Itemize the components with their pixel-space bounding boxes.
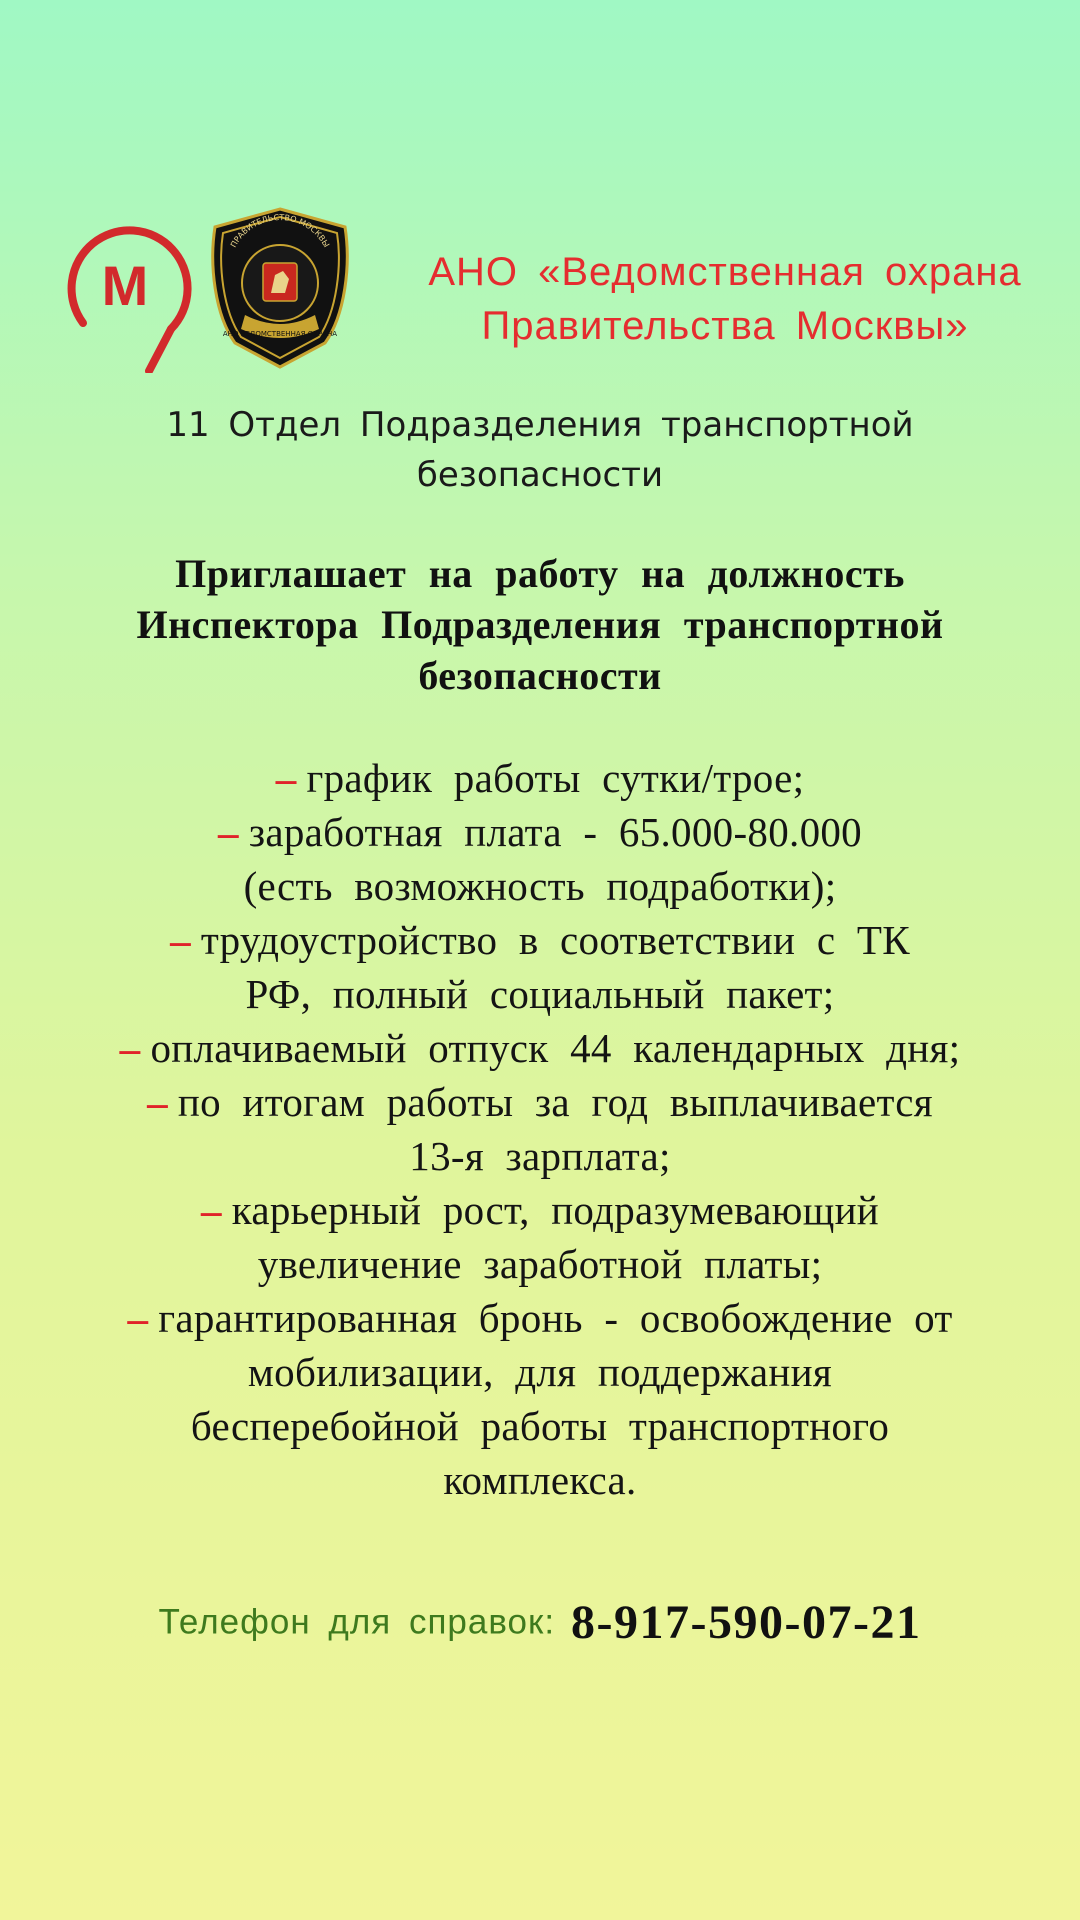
- benefit-item: [20, 1021, 1060, 1075]
- benefit-item: [20, 805, 1060, 859]
- bullet-dash: –: [275, 755, 297, 801]
- benefit-item: [20, 913, 1060, 967]
- department-title-line-1: 11 Отдел Подразделения транспортной: [166, 405, 914, 445]
- benefit-item-continuation: [20, 967, 1060, 1021]
- benefit-item-continuation: [20, 1129, 1060, 1183]
- badge-top-text: ПРАВИТЕЛЬСТВО МОСКВЫ: [228, 213, 332, 249]
- benefit-item-continuation: [20, 1237, 1060, 1291]
- benefit-text: график работы сутки/трое;: [306, 755, 805, 801]
- organization-name: [375, 245, 1075, 353]
- invite-line-2: Инспектора Подразделения транспортной: [136, 602, 944, 647]
- benefit-item-continuation: [20, 1345, 1060, 1399]
- bullet-dash: –: [127, 1295, 149, 1341]
- benefit-item: [20, 751, 1060, 805]
- security-badge-icon: [205, 205, 355, 370]
- badge-bottom-text: АНО ВЕДОМСТВЕННАЯ ОХРАНА: [222, 330, 338, 338]
- bullet-dash: –: [170, 917, 191, 963]
- bullet-dash: –: [218, 809, 239, 855]
- benefit-item-continuation: [20, 1399, 1060, 1453]
- benefit-text: (есть возможность подработки);: [243, 863, 837, 909]
- invite-line-3: безопасности: [418, 653, 662, 698]
- invite-line-1: Приглашает на работу на должность: [175, 551, 905, 596]
- benefits-list: [20, 751, 1060, 1507]
- benefit-text: мобилизации, для поддержания: [247, 1349, 833, 1395]
- bullet-dash: –: [119, 1025, 141, 1071]
- header: [55, 205, 1055, 375]
- benefit-text: 13-я зарплата;: [409, 1133, 671, 1179]
- benefit-text: по итогам работы за год выплачивается: [177, 1079, 933, 1125]
- benefit-item: [20, 1291, 1060, 1345]
- benefit-item: [20, 1075, 1060, 1129]
- benefit-text: карьерный рост, подразумевающий: [231, 1187, 880, 1233]
- benefit-text: бесперебойной работы транспортного: [190, 1403, 890, 1449]
- benefit-text: РФ, полный социальный пакет;: [245, 971, 835, 1017]
- bullet-dash: –: [147, 1079, 168, 1125]
- contact-block: [40, 1595, 1040, 1650]
- bullet-dash: –: [200, 1187, 222, 1233]
- department-title: [40, 400, 1040, 500]
- organization-name-line-1: АНО «Ведомственная охрана: [428, 250, 1022, 294]
- benefit-text: комплекса.: [443, 1457, 637, 1503]
- organization-name-line-2: Правительства Москвы»: [481, 304, 969, 348]
- benefit-text: гарантированная бронь - освобождение от: [158, 1295, 953, 1341]
- metro-letter: М: [101, 254, 149, 317]
- benefit-text: оплачиваемый отпуск 44 календарных дня;: [150, 1025, 961, 1071]
- benefit-text: трудоустройство в соответствии с ТК: [200, 917, 910, 963]
- contact-phone: 8-917-590-07-21: [571, 1596, 922, 1649]
- metro-m-logo-icon: [55, 213, 195, 373]
- benefit-item-continuation: [20, 859, 1060, 913]
- benefit-item: [20, 1183, 1060, 1237]
- benefit-text: заработная плата - 65.000-80.000: [248, 809, 862, 855]
- benefit-item-continuation: [20, 1453, 1060, 1507]
- contact-label: Телефон для справок:: [158, 1602, 556, 1642]
- job-invitation-heading: [30, 548, 1050, 701]
- benefit-text: увеличение заработной платы;: [257, 1241, 823, 1287]
- department-title-line-2: безопасности: [416, 455, 664, 495]
